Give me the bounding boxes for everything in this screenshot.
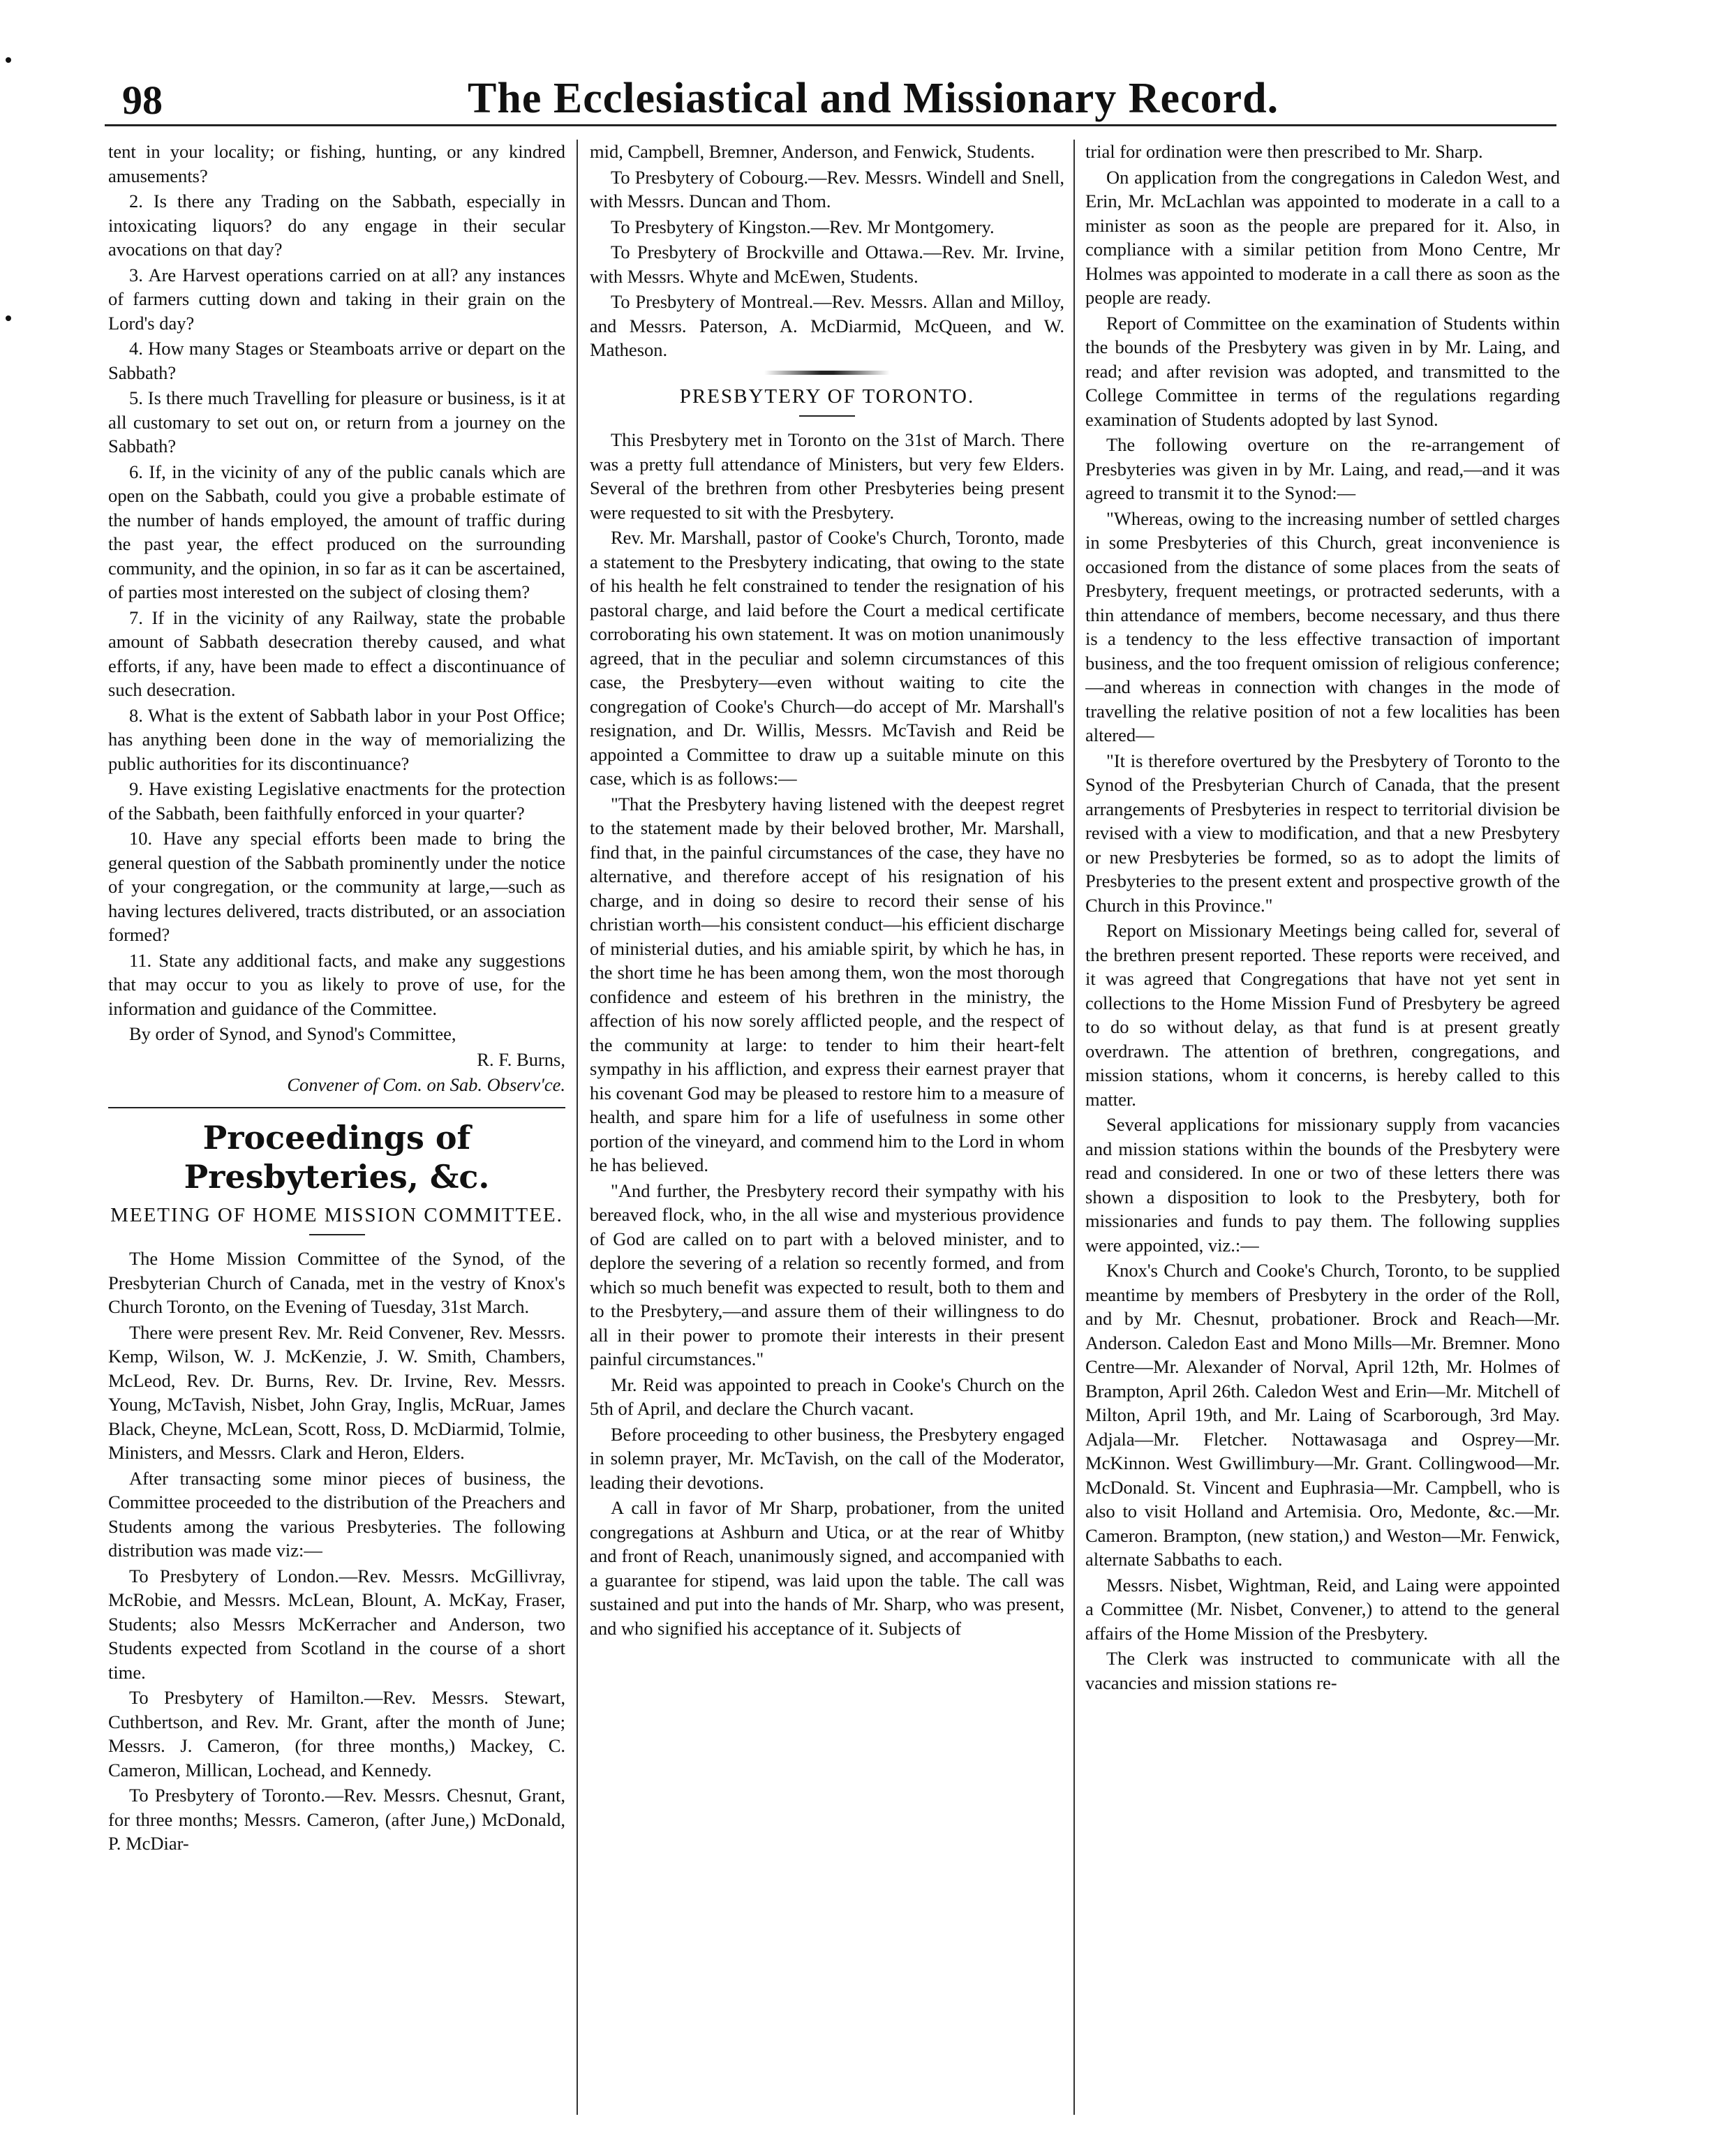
paragraph: After transacting some minor pieces of business, the Committee proceeded to the distribution of the Preachers and Students among the various Presbyteries. The following distribution was made viz:— [108, 1467, 565, 1561]
column-divider-1 [577, 140, 578, 2115]
signature-name: R. F. Burns, [477, 1048, 565, 1070]
paragraph: trial for ordination were then prescribed to Mr. Sharp. [1085, 141, 1483, 162]
column-2 [590, 140, 1064, 2115]
paragraph: This Presbytery met in Toronto on the 31st of March. There was a pretty full attendance of Ministers, but very few Elders. Several of the brethren from other Presbyteries being present were requested to sit with the Presbytery. [590, 429, 1064, 523]
page-number: 98 [122, 77, 163, 123]
paragraph: mid, Campbell, Bremner, Anderson, and Fenwick, Students. [590, 141, 1035, 162]
paragraph: "That the Presbytery having listened with the deepest regret to the statement made by their beloved brother, Mr. Marshall, find that, in the painful circumstances of the case, they have no alternative, and therefore accept of his resignation of his charge, and in doing so desire to record their sense of his christian worth—his consistent conduct—his efficient discharge of ministerial duties, and his amiable spirit, by which he has, in the short time he has been among them, won the most thorough confidence and esteem of his brethren in the ministry, the affection of his now sorely afflicted people, and the respect of the community at large: to tender to him their heart-felt sympathy in his affliction, and express their earnest prayer that his covenant God may be pleased to restore him to a measure of health, and spare him for a life of usefulness in some other portion of the vineyard, and commend him to the Lord in whom he has believed. [590, 793, 1064, 1175]
paragraph: "And further, the Presbytery record their sympathy with his bereaved flock, who, in the all wise and mysterious providence of God are called on to part with a beloved minister, and to deplore the severing of a relation so recently formed, and from which so much benefit was expected to result, both to them and to the Presbytery,—and assure them of their willingness to do all in their power to promote their interests in their present painful circumstances." [590, 1180, 1064, 1369]
paragraph: To Presbytery of Brockville and Ottawa.—Rev. Mr. Irvine, with Messrs. Whyte and McEwen, Students. [590, 241, 1064, 287]
paragraph: Rev. Mr. Marshall, pastor of Cooke's Church, Toronto, made a statement to the Presbytery indicating, that owing to the state of his health he felt constrained to tender the resignation of his pastoral charge, and laid before the Court a medical certificate corroborating his own statement. It was on motion unanimously agreed, that in the peculiar and solemn circumstances of this case, the Presbytery—even without waiting to cite the congregation of Cooke's Church—do accept of Mr. Marshall's resignation, and Dr. Willis, Messrs. McTavish and Reid be appointed a Committee to draw up a suitable minute on this case, which is as follows:— [590, 527, 1064, 789]
meeting-title: MEETING OF HOME MISSION COMMITTEE. [110, 1203, 563, 1226]
quote-paragraph: "Whereas, owing to the increasing number of settled charges in some Presbyteries of this Church, great inconvenience is occasioned from the distance of some places from the seats of Presbytery, frequent meetings, or protracted sederunts, with a thin attendance of members, become necessary, and thus there is a tendency to the less effective transaction of important business, and the too frequent omission of religious conference;—and whereas in connection with changes in the mode of travelling the relative position of not a few localities has been altered— [1085, 507, 1560, 745]
paragraph: The Home Mission Committee of the Synod, of the Presbyterian Church of Canada, met in the vestry of Knox's Church Toronto, on the Evening of Tuesday, 31st March. [108, 1248, 565, 1317]
question-10: 10. Have any special efforts been made to bring the general question of the Sabbath prominently under the notice of your congregation, or the community at large,—such as having lectures delivered, tracts distributed, or an association formed? [108, 828, 565, 945]
paragraph: Report on Missionary Meetings being called for, several of the brethren present reported. These reports were received, and it was agreed that Congregations that have not yet sent in collections to the Home Mission Fund of Presbytery be agreed to do so without delay, as that fund is at present greatly overdrawn. The attention of brethren, congregations, and mission stations, whom it concerns, is hereby called to this matter. [1085, 920, 1560, 1110]
short-rule [799, 415, 855, 417]
ornamental-rule [764, 371, 890, 375]
paragraph: To Presbytery of Hamilton.—Rev. Messrs. Stewart, Cuthbertson, and Rev. Mr. Grant, after the month of June; Messrs. J. Cameron, (for three months,) Mackey, C. Cameron, Millican, Lochead, and Kennedy. [108, 1687, 565, 1780]
question-3: 3. Are Harvest operations carried on at all? any instances of farmers cutting down and taking in their grain on the Lord's day? [108, 264, 565, 334]
paragraph: To Presbytery of Kingston.—Rev. Mr Montgomery. [611, 216, 995, 237]
quote-paragraph: "It is therefore overtured by the Presbytery of Toronto to the Synod of the Presbyterian Church of Canada, that the present arrangements of Presbyteries in respect to territorial division be revised with a view to modification, and that a new Presbytery or new Presbyteries be formed, so as to adopt the limits of Presbyteries to the present extent and prospective growth of the Church in this Province." [1085, 750, 1560, 916]
paragraph: On application from the congregations in Caledon West, and Erin, Mr. McLachlan was appointed to moderate in a call to a minister as soon as the people are prepared for it. Also, in compliance with a similar petition from Mono Centre, Mr Holmes was appointed to moderate in a call there as soon as the people are ready. [1085, 166, 1560, 308]
column-1 [108, 140, 565, 2115]
paragraph: Report of Committee on the examination of Students within the bounds of the Presbytery was given in by Mr. Laing, and read; and after revision was adopted, and transmitted to the College Committee in terms of the regulations regarding examination of Students adopted by last Synod. [1085, 312, 1560, 430]
paragraph: tent in your locality; or fishing, hunting, or any kindred amusements? [108, 141, 565, 186]
paragraph: Knox's Church and Cooke's Church, Toronto, to be supplied meantime by members of Presbytery in the order of the Roll, and by Mr. Chesnut, probationer. Brock and Reach—Mr. Anderson. Caledon East and Mono Mills—Mr. Bremner. Mono Centre—Mr. Alexander of Norval, April 12th, Mr. Holmes of Brampton, April 26th. Caledon West and Erin—Mr. Mitchell of Milton, April 19th, and Mr. Laing of Scarborough, 3rd May. Adjala—Mr. Fletcher. Nottawasaga and Osprey—Mr. McKinnon. West Gwillimbury—Mr. Grant. Collingwood—Mr. McDonald. St. Vincent and Euphrasia—Mr. Campbell, who is also to visit Holland and Artemisia. Oro, Medonte, &c.—Mr. Cameron. Brampton, (new station,) and Weston—Mr. Fenwick, alternate Sabbaths to each. [1085, 1260, 1560, 1570]
paragraph: To Presbytery of Cobourg.—Rev. Messrs. Windell and Snell, with Messrs. Duncan and Thom. [590, 166, 1064, 211]
margin-dot-top [6, 57, 11, 63]
order-line: By order of Synod, and Synod's Committee, [129, 1023, 456, 1044]
section-title: Proceedings of Presbyteries, &c. [184, 1118, 490, 1196]
paragraph: To Presbytery of Montreal.—Rev. Messrs. Allan and Milloy, and Messrs. Paterson, A. McDiarmid, McQueen, and W. Matheson. [590, 291, 1064, 360]
question-2: 2. Is there any Trading on the Sabbath, especially in intoxicating liquors? do any engage in their secular avocations on that day? [108, 191, 565, 260]
paragraph: The Clerk was instructed to communicate with all the vacancies and mission stations re- [1085, 1648, 1560, 1693]
question-9: 9. Have existing Legislative enactments for the protection of the Sabbath, been faithfully enforced in your quarter? [108, 778, 565, 824]
paragraph: To Presbytery of Toronto.—Rev. Messrs. Chesnut, Grant, for three months; Messrs. Cameron, (after June,) McDonald, P. McDiar- [108, 1785, 565, 1854]
paragraph: Before proceeding to other business, the Presbytery engaged in solemn prayer, Mr. McTavish, on the call of the Moderator, leading their devotions. [590, 1423, 1064, 1493]
question-6: 6. If, in the vicinity of any of the public canals which are open on the Sabbath, could you give a probable estimate of the number of hands employed, the amount of traffic during the past year, the effect produced on the surrounding community, and the opinion, in so far as it can be ascertained, of parties most interested on the subject of closing them? [108, 461, 565, 602]
paragraph: The following overture on the re-arrangement of Presbyteries was given in by Mr. Laing, and read,—and it was agreed to transmit it to the Synod:— [1085, 434, 1560, 503]
paragraph: Messrs. Nisbet, Wightman, Reid, and Laing were appointed a Committee (Mr. Nisbet, Convener,) to attend to the general affairs of the Home Mission of the Presbytery. [1085, 1574, 1560, 1644]
question-7: 7. If in the vicinity of any Railway, state the probable amount of Sabbath desecration thereby caused, and what efforts, if any, have been made to effect a discontinuance of such desecration. [108, 607, 565, 700]
column-3 [1085, 140, 1560, 2115]
section-heading: PRESBYTERY OF TORONTO. [679, 385, 975, 408]
section-divider [108, 1107, 565, 1108]
paragraph: Several applications for missionary supply from vacancies and mission stations within the bounds of the Presbytery were read and considered. In one or two of these letters there was shown a disposition to look to the Presbytery, both for missionaries and funds to pay them. The following supplies were appointed, viz.:— [1085, 1114, 1560, 1256]
question-5: 5. Is there much Travelling for pleasure or business, is it at all customary to set out on, or return from a journey on the Sabbath? [108, 387, 565, 456]
running-title: The Ecclesiastical and Missionary Record. [468, 75, 1279, 122]
question-4: 4. How many Stages or Steamboats arrive or depart on the Sabbath? [108, 338, 565, 383]
signature-title: Convener of Com. on Sab. Observ'ce. [287, 1074, 565, 1095]
paragraph: There were present Rev. Mr. Reid Convener, Rev. Messrs. Kemp, Wilson, W. J. McKenzie, J. W. Smith, Chambers, McLeod, Rev. Dr. Burns, Rev. Dr. Irvine, Rev. Messrs. Young, McTavish, Nisbet, John Gray, Inglis, McRuar, James Black, Cheyne, McLean, Scott, Ross, D. McDiarmid, Tolmie, Ministers, and Messrs. Clark and Heron, Elders. [108, 1321, 565, 1463]
paragraph: Mr. Reid was appointed to preach in Cooke's Church on the 5th of April, and declare the Church vacant. [590, 1374, 1064, 1419]
question-11: 11. State any additional facts, and make any suggestions that may occur to you as likely to prove of use, for the information and guidance of the Committee. [108, 949, 565, 1019]
paragraph: To Presbytery of London.—Rev. Messrs. McGillivray, McRobie, and Messrs. McLean, Blount, A. McKay, Fraser, Students; also Messrs McKerracher and Anderson, two Students expected from Scotland in the course of a short time. [108, 1565, 565, 1683]
margin-dot-mid [6, 315, 11, 321]
paragraph: A call in favor of Mr Sharp, probationer, from the united congregations at Ashburn and Utica, or at the rear of Whitby and front of Reach, unanimously signed, and accompanied with a guarantee for stipend, was laid upon the table. The call was sustained and put into the hands of Mr. Sharp, who was present, and who signified his acceptance of it. Subjects of [590, 1497, 1064, 1639]
short-rule [309, 1234, 365, 1235]
page-header [105, 70, 1536, 133]
header-rule [105, 124, 1556, 126]
question-8: 8. What is the extent of Sabbath labor in your Post Office; has anything been done in the way of memorializing the public authorities for its discontinuance? [108, 704, 565, 774]
column-divider-2 [1073, 140, 1075, 2115]
